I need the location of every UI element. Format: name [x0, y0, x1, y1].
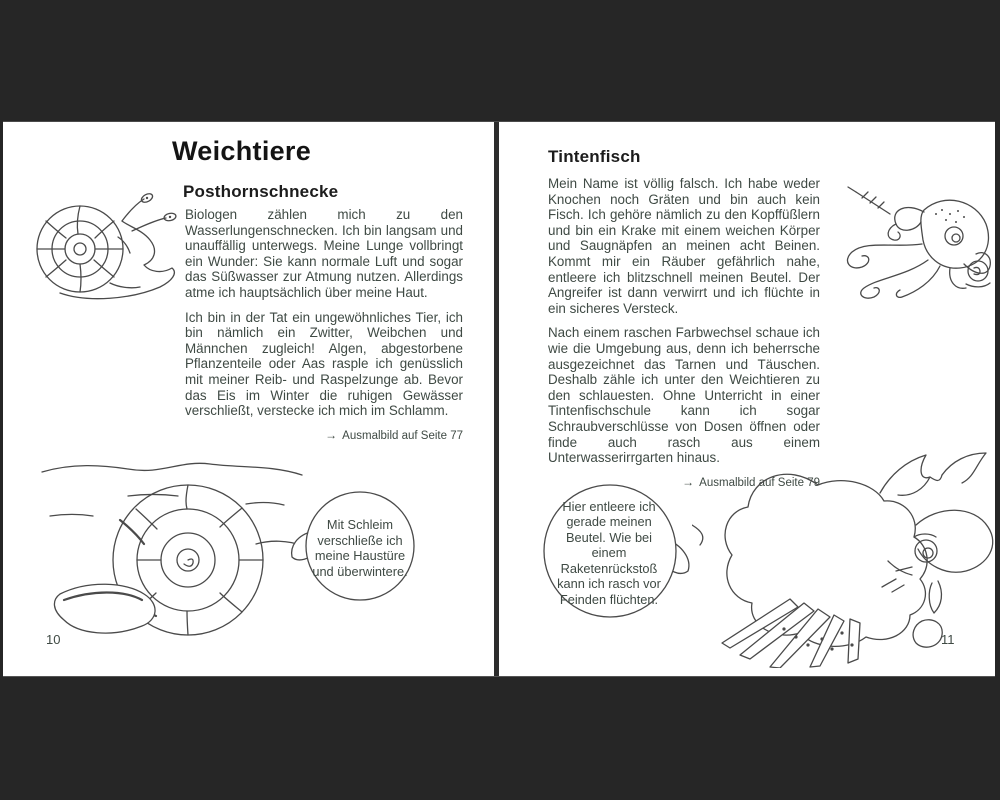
page-number-right: 11 — [941, 632, 955, 647]
chapter-title: Weichtiere — [172, 136, 312, 166]
paragraph: Mein Name ist völlig falsch. Ich habe weder Knochen noch Gräten und bin auch kein Fisch. Ich gehöre nämlich zu den Kopffüßlern und bin ein Krake mit einem weichen Körper und Saugnäpfen an meinen acht Beinen. Kommt mir ein Räuber gefährlich nahe, entleere ich blitzschnell meinen Beutel. Der Angreifer ist dann verwirrt und ich flüchte in ein sicheres Versteck. — [548, 176, 820, 316]
speech-bubble-octopus — [540, 483, 692, 625]
paragraph: Biologen zählen mich zu den Wasserlungenschnecken. Ich bin langsam und unauffällig unterwegs. Meine Lunge vollbringt ein Wunder: Sie kann normale Luft und sogar das Süßwasser zur Atmung nutzen. Allerdings atme ich hauptsächlich über meine Haut. — [185, 207, 463, 300]
body-text-left — [185, 207, 463, 442]
arrow-icon: → — [682, 474, 695, 489]
ramshorn-shell-illustration — [40, 448, 305, 638]
coloring-page-reference — [185, 428, 463, 442]
pond-snail-illustration — [14, 191, 184, 301]
page-number-left: 10 — [46, 632, 61, 647]
reference-label: Ausmalbild auf Seite 79 — [699, 476, 820, 489]
speech-bubble-snail — [288, 489, 416, 607]
page-left — [3, 122, 494, 676]
paragraph: Nach einem raschen Farbwechsel schaue ich wie die Umgebung aus, denn ich beherrsche ausgezeichnet das Tarnen und Täuschen. Deshalb zähle ich unter den Weichtieren zu den schlauesten. Ohne Unterricht in einer Tintenfischschule kann ich sogar Schraubverschlüsse von Dosen öffnen oder finde auch rasch aus einem Unterwasserirrgarten hinaus. — [548, 325, 820, 466]
arrow-icon: → — [325, 427, 338, 442]
speech-bubble-text: Mit Schleim verschließe ich meine Haustüre und überwintere. — [312, 517, 408, 579]
page-right — [499, 122, 995, 676]
reference-label: Ausmalbild auf Seite 77 — [342, 429, 463, 442]
section-heading-tintenfisch: Tintenfisch — [548, 147, 641, 166]
section-heading-posthornschnecke: Posthornschnecke — [183, 182, 339, 201]
book-spread — [3, 121, 995, 677]
paragraph: Ich bin in der Tat ein ungewöhnliches Tier, ich bin nämlich ein Zwitter, Weibchen und Männchen zugleich! Algen, abgestorbene Pflanzenteile oder Aas rasple ich genüsslich mit meiner Reib- und Raspelzunge ab. Bevor das Eis im Winter die ruhigen Gewässer verschließt, verstecke ich mich im Schlamm. — [185, 309, 463, 419]
octopus-illustration — [838, 184, 996, 302]
speech-bubble-text: Hier entleere ich gerade meinen Beutel. Wie bei einem Raketenrückstoß kann ich rasch vor Feinden flüchten. — [557, 498, 661, 607]
